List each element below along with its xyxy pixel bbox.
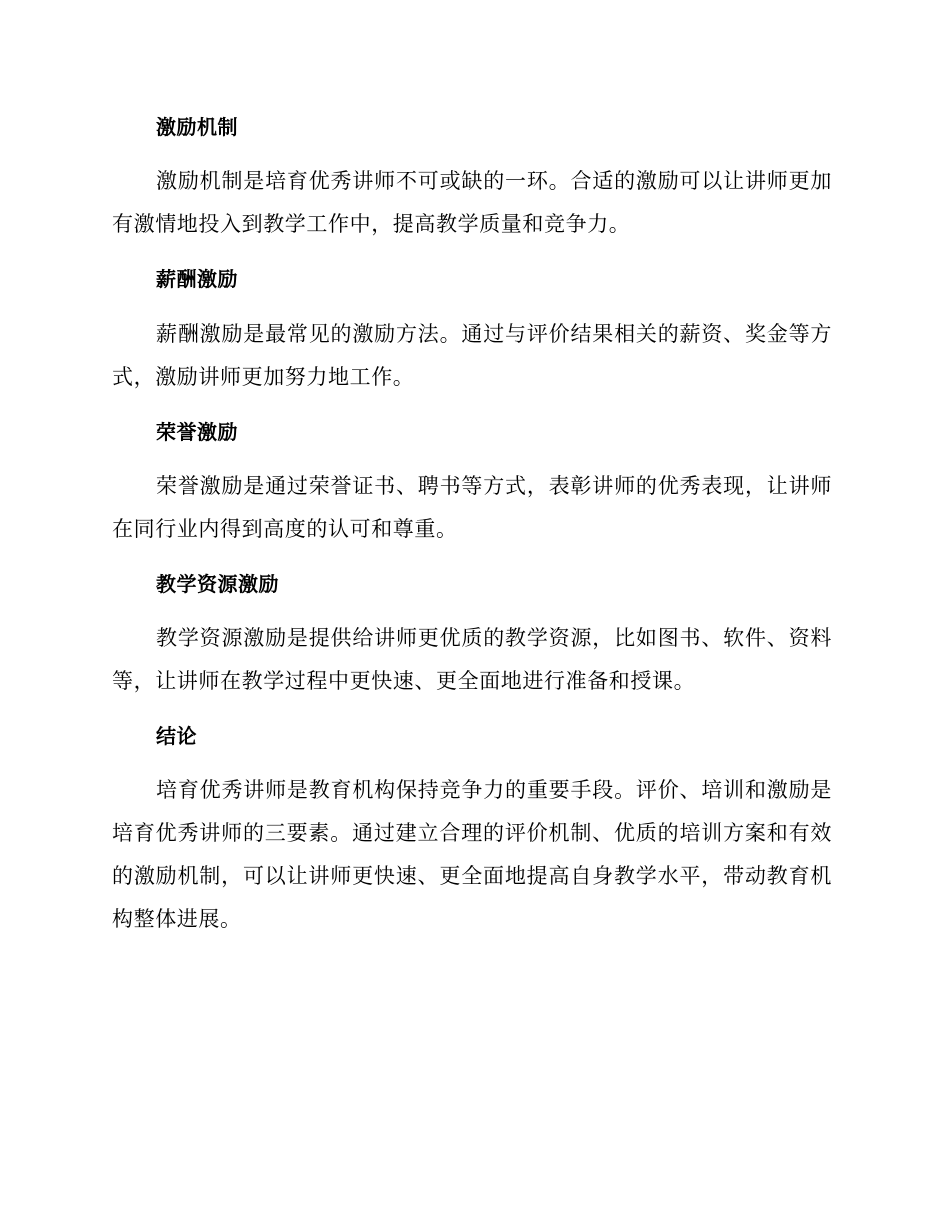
section-paragraph-conclusion: 培育优秀讲师是教育机构保持竞争力的重要手段。评价、培训和激励是培育优秀讲师的三要素。通过建立合理的评价机制、优质的培训方案和有效的激励机制，可以让讲师更快速、更全面地提高自身教学水平，带动教育机构整体进展。 xyxy=(112,778,832,931)
section-heading-honor-incentive: 荣誉激励 xyxy=(156,420,238,444)
section-heading-salary-incentive: 薪酬激励 xyxy=(156,267,238,291)
section-paragraph-incentive-mechanism: 激励机制是培育优秀讲师不可或缺的一环。合适的激励可以让讲师更加有激情地投入到教学工作中，提高教学质量和竞争力。 xyxy=(112,169,832,236)
section-paragraph-honor-incentive: 荣誉激励是通过荣誉证书、聘书等方式，表彰讲师的优秀表现，让讲师在同行业内得到高度的认可和尊重。 xyxy=(112,474,832,541)
section-heading-conclusion: 结论 xyxy=(156,724,197,748)
section-heading-incentive-mechanism: 激励机制 xyxy=(156,115,238,139)
section-paragraph-teaching-resource-incentive: 教学资源激励是提供给讲师更优质的教学资源，比如图书、软件、资料等，让讲师在教学过程中更快速、更全面地进行准备和授课。 xyxy=(112,626,832,693)
section-paragraph-salary-incentive: 薪酬激励是最常见的激励方法。通过与评价结果相关的薪资、奖金等方式，激励讲师更加努力地工作。 xyxy=(112,322,832,389)
section-heading-teaching-resource-incentive: 教学资源激励 xyxy=(156,572,279,596)
